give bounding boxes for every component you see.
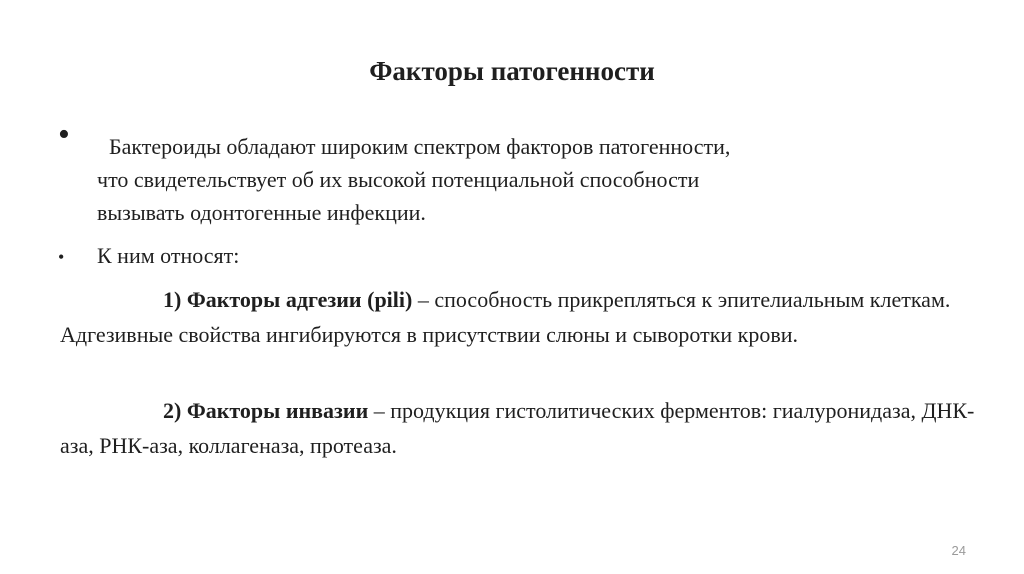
list-item-adhesion xyxy=(60,282,990,352)
bullet-marker: • xyxy=(58,116,70,153)
paragraph-bacteroides xyxy=(97,130,947,229)
item-text: – продукция гистолитических ферментов: гиалуронидаза, ДНК-аза, РНК-аза, коллагеназа, протеаза. xyxy=(60,398,975,458)
item-heading: 2) Факторы инвазии xyxy=(163,398,369,423)
list-item-invasion xyxy=(60,393,990,463)
paragraph-list-intro: К ним относят: xyxy=(97,243,240,268)
paragraph-line: что свидетельствует об их высокой потенциальной способности xyxy=(97,167,700,192)
page-number: 24 xyxy=(951,543,966,558)
paragraph-line: Бактероиды обладают широким спектром факторов патогенности, xyxy=(109,134,731,159)
paragraph-line: вызывать одонтогенные инфекции. xyxy=(97,200,426,225)
item-text: – способность прикрепляться к эпителиальным клеткам. Адгезивные свойства ингибируются в присутствии слюны и сыворотки крови. xyxy=(60,287,951,347)
item-heading: 1) Факторы адгезии (pili) xyxy=(163,287,413,312)
slide-title: Факторы патогенности xyxy=(369,56,655,86)
bullet-marker: • xyxy=(58,247,65,267)
